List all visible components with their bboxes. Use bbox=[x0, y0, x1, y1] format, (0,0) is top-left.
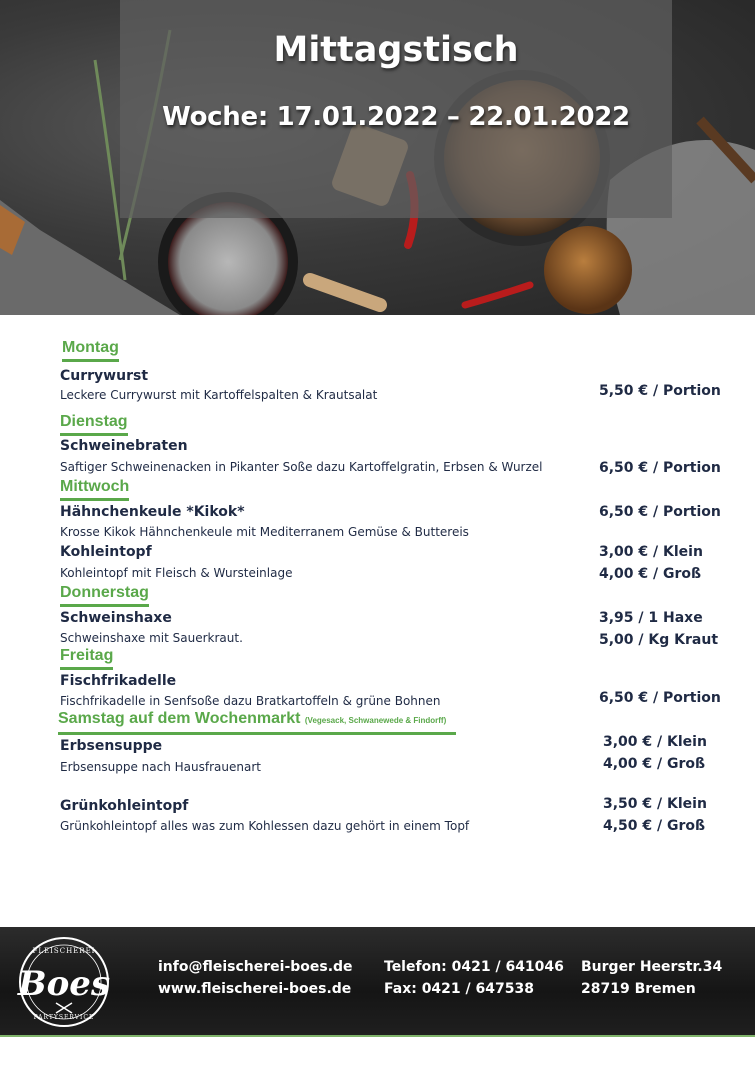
dish-name: Erbsensuppe bbox=[60, 738, 163, 754]
day-heading-mittwoch: Mittwoch bbox=[60, 477, 129, 501]
footer bbox=[0, 927, 755, 1037]
dish-price: 6,50 € / Portion bbox=[599, 690, 721, 706]
day-heading-freitag: Freitag bbox=[60, 646, 113, 670]
dish-name: Schweinshaxe bbox=[60, 610, 172, 626]
day-heading-dienstag: Dienstag bbox=[60, 412, 128, 436]
dish-description: Erbsensuppe nach Hausfrauenart bbox=[60, 760, 261, 774]
samstag-locations: (Vegesack, Schwanewede & Findorff) bbox=[304, 716, 447, 725]
dish-price-large: 4,50 € / Groß bbox=[603, 818, 706, 834]
dish-name: Hähnchenkeule *Kikok* bbox=[60, 504, 245, 520]
logo-bottom-text: PARTYSERVICE bbox=[33, 1014, 95, 1021]
samstag-label: Samstag auf dem Wochenmarkt bbox=[58, 710, 301, 727]
logo-top-text: FLEISCHEREI bbox=[32, 947, 96, 955]
day-heading-montag: Montag bbox=[62, 338, 119, 362]
dish-price: 5,50 € / Portion bbox=[599, 383, 721, 399]
weekly-menu bbox=[0, 315, 755, 927]
dish-price-small: 3,00 € / Klein bbox=[603, 734, 707, 750]
dish-name: Fischfrikadelle bbox=[60, 673, 177, 689]
dish-description: Kohleintopf mit Fleisch & Wursteinlage bbox=[60, 566, 293, 580]
dish-description: Saftiger Schweinenacken in Pikanter Soße dazu Kartoffelgratin, Erbsen & Wurzel bbox=[60, 460, 543, 474]
phone-number[interactable]: Telefon: 0421 / 641046 bbox=[384, 959, 564, 975]
email-link[interactable]: info@fleischerei-boes.de bbox=[158, 959, 353, 975]
dish-price-kraut: 5,00 / Kg Kraut bbox=[599, 632, 719, 648]
header-photo bbox=[0, 0, 755, 315]
dish-description: Leckere Currywurst mit Kartoffelspalten & Krautsalat bbox=[60, 388, 378, 402]
dish-price: 6,50 € / Portion bbox=[599, 460, 721, 476]
title-box bbox=[120, 0, 672, 218]
dish-price-large: 4,00 € / Groß bbox=[603, 756, 706, 772]
dish-name: Grünkohleintopf bbox=[60, 798, 189, 814]
dish-description: Grünkohleintopf alles was zum Kohlessen dazu gehört in einem Topf bbox=[60, 819, 470, 833]
day-heading-donnerstag: Donnerstag bbox=[60, 583, 149, 607]
city-address: 28719 Bremen bbox=[581, 981, 696, 997]
website-link[interactable]: www.fleischerei-boes.de bbox=[158, 981, 352, 997]
dish-price-small: 3,00 € / Klein bbox=[599, 544, 703, 560]
dish-description: Schweinshaxe mit Sauerkraut. bbox=[60, 631, 243, 645]
dish-name: Currywurst bbox=[60, 368, 149, 384]
fax-number: Fax: 0421 / 647538 bbox=[384, 981, 534, 997]
dish-description: Fischfrikadelle in Senfsoße dazu Bratkartoffeln & grüne Bohnen bbox=[60, 694, 441, 708]
page-title: Mittagstisch bbox=[273, 30, 519, 70]
dish-name: Schweinebraten bbox=[60, 438, 188, 454]
boes-logo bbox=[14, 935, 114, 1029]
dish-price-haxe: 3,95 / 1 Haxe bbox=[599, 610, 703, 626]
dish-description: Krosse Kikok Hähnchenkeule mit Mediterranem Gemüse & Buttereis bbox=[60, 525, 469, 539]
day-heading-samstag bbox=[58, 709, 456, 735]
dish-price: 6,50 € / Portion bbox=[599, 504, 721, 520]
dish-price-small: 3,50 € / Klein bbox=[603, 796, 707, 812]
week-range: Woche: 17.01.2022 – 22.01.2022 bbox=[162, 102, 630, 132]
street-address: Burger Heerstr.34 bbox=[581, 959, 723, 975]
logo-name: Boes bbox=[17, 964, 111, 1004]
dish-price-large: 4,00 € / Groß bbox=[599, 566, 702, 582]
dish-name: Kohleintopf bbox=[60, 544, 152, 560]
